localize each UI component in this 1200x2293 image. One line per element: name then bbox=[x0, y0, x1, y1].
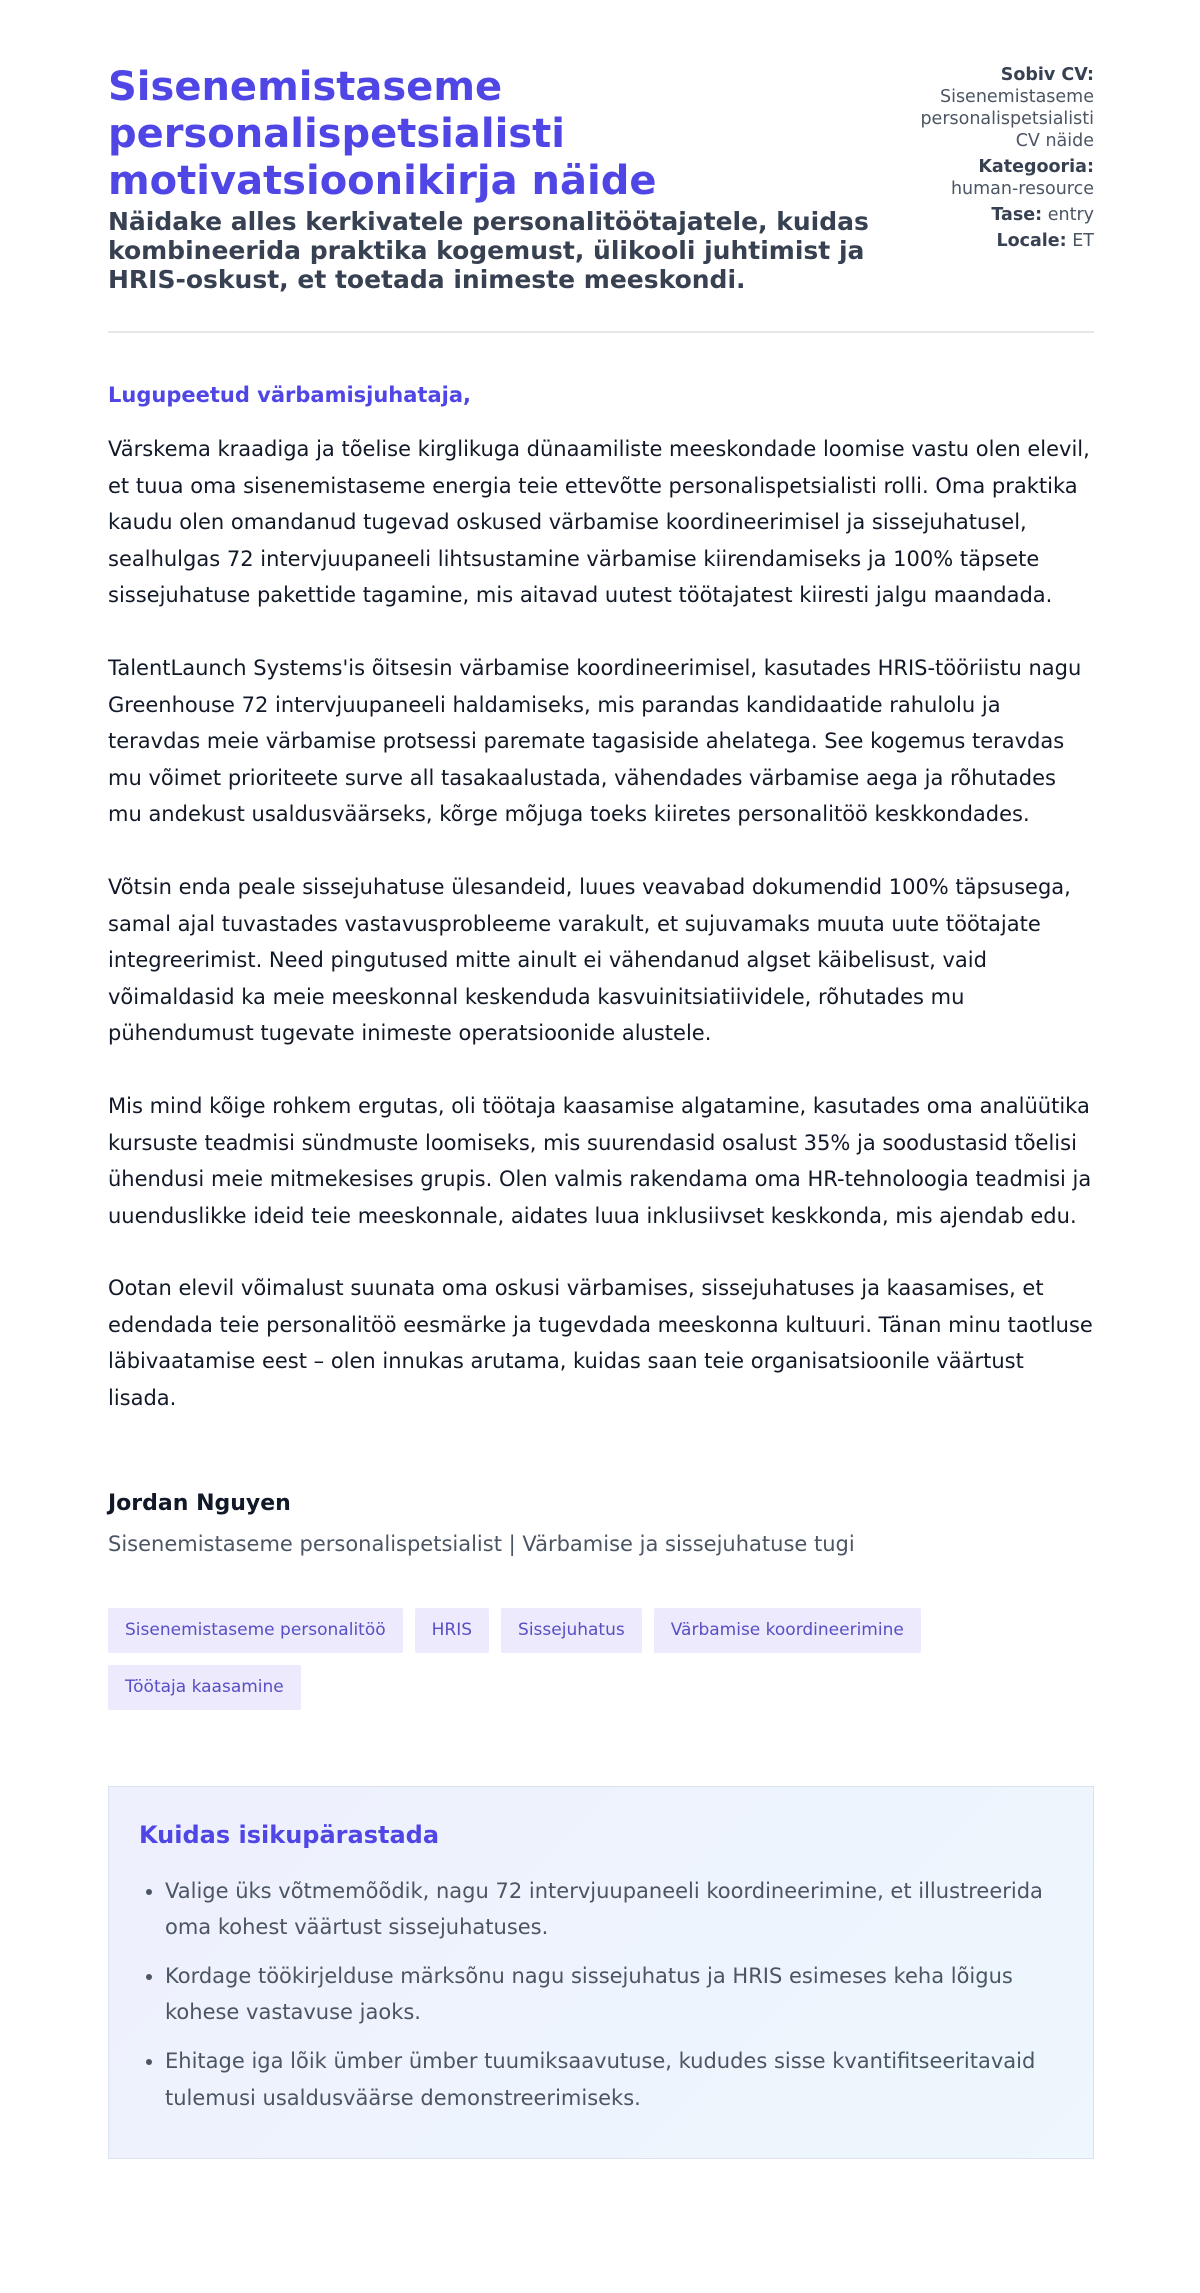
tips-title: Kuidas isikupärastada bbox=[139, 1820, 440, 1849]
tip-item: • Kordage töökirjelduse märksõnu nagu sissejuhatus ja HRIS esimeses keha lõigus kohese vastavuse jaoks. bbox=[165, 1958, 1063, 2031]
meta-locale-label: Locale: bbox=[996, 231, 1067, 251]
tag: HRIS bbox=[415, 1608, 489, 1653]
letter-paragraph: Mis mind kõige rohkem ergutas, oli töötaja kaasamise algatamine, kasutades oma analüütika kursuste teadmisi sündmuste loomiseks, mis suurendasid osalust 35% ja soodustasid tõelisi ühendusi meie mitmekesises grupis. Olen valmis rakendama oma HR-tehnoloogia teadmisi ja uuenduslikke ideid teie meeskonnale, aidates luua inklusiivset keskkonda, mis ajendab edu. bbox=[108, 1093, 1092, 1228]
tag: Sissejuhatus bbox=[501, 1608, 642, 1653]
tag: Töötaja kaasamine bbox=[108, 1665, 301, 1710]
meta-category-label: Kategooria: bbox=[978, 157, 1094, 177]
tip-item: • Ehitage iga lõik ümber ümber tuumiksaavutuse, kududes sisse kvantifitseeritavaid tulemusi usaldusväärse demonstreerimiseks. bbox=[165, 2043, 1063, 2116]
header-divider bbox=[108, 331, 1094, 333]
letter-body bbox=[108, 431, 1094, 1417]
page-subtitle: Näidake alles kerkivatele personalitöötajatele, kuidas kombineerida praktika kogemust, ülikooli juhtimist ja HRIS-oskust, et toetada inimeste meeskondi. bbox=[108, 207, 869, 294]
page-header bbox=[108, 64, 1094, 294]
tag-list bbox=[108, 1608, 1008, 1710]
meta-category-value: human-resource bbox=[950, 179, 1094, 199]
tag: Sisenemistaseme personalitöö bbox=[108, 1608, 403, 1653]
letter-greeting: Lugupeetud värbamisjuhataja, bbox=[108, 383, 471, 407]
tips-list bbox=[139, 1873, 1063, 2117]
signature-role: Sisenemistaseme personalispetsialist | Värbamise ja sissejuhatuse tugi bbox=[108, 1531, 855, 1556]
signature bbox=[108, 1491, 1094, 1556]
meta-cv-label: Sobiv CV: bbox=[1000, 65, 1094, 85]
page-title: Sisenemistaseme personalispetsialisti motivatsioonikirja näide bbox=[108, 64, 657, 204]
letter-paragraph: Ootan elevil võimalust suunata oma oskusi värbamises, sissejuhatuses ja kaasamises, et edendada teie personalitöö eesmärke ja tugevdada meeskonna kultuuri. Tänan minu taotluse läbivaatamise eest – olen innukas arutama, kuidas saan teie organisatsioonile väärtust lisada. bbox=[108, 1276, 1093, 1411]
meta-level-value: entry bbox=[1047, 205, 1094, 225]
letter-paragraph: Värskema kraadiga ja tõelise kirglikuga dünaamiliste meeskondade loomise vastu olen elevil, et tuua oma sisenemistaseme energia teie ettevõtte personalispetsialisti rolli. Oma praktika kaudu olen omandanud tugevad oskused värbamise koordineerimisel ja sissejuhatusel, sealhulgas 72 intervjuupaneeli lihtsustamine värbamise kiirendamiseks ja 100% täpsete sissejuhatuse pakettide tagamine, mis aitavad uutest töötajatest kiiresti jalgu maandada. bbox=[108, 437, 1090, 608]
meta-panel bbox=[895, 64, 1094, 256]
tip-item: • Valige üks võtmemõõdik, nagu 72 intervjuupaneeli koordineerimine, et illustreerida oma kohest väärtust sissejuhatuses. bbox=[165, 1873, 1063, 1946]
personalize-tips-box bbox=[108, 1786, 1094, 2160]
meta-cv-link[interactable]: Sisenemistaseme personalispetsialisti CV näide bbox=[920, 87, 1094, 151]
letter-paragraph: TalentLaunch Systems'is õitsesin värbamise koordineerimisel, kasutades HRIS-tööriistu nagu Greenhouse 72 intervjuupaneeli haldamiseks, mis parandas kandidaatide rahulolu ja teravdas meie värbamise protsessi paremate tagasiside ahelatega. See kogemus teravdas mu võimet prioriteete surve all tasakaalustada, vähendades värbamise aega ja rõhutades mu andekust usaldusväärseks, kõrge mõjuga toeks kiiretes personalitöö keskkondades. bbox=[108, 655, 1082, 827]
meta-locale-value: ET bbox=[1072, 231, 1094, 251]
signature-name: Jordan Nguyen bbox=[108, 1490, 291, 1516]
tag: Värbamise koordineerimine bbox=[654, 1608, 921, 1653]
meta-level-label: Tase: bbox=[991, 205, 1043, 225]
letter-paragraph: Võtsin enda peale sissejuhatuse ülesandeid, luues veavabad dokumendid 100% täpsusega, samal ajal tuvastades vastavusprobleeme varakult, et sujuvamaks muuta uute töötajate integreerimist. Need pingutused mitte ainult ei vähendanud algset käibelisust, vaid võimaldasid ka meie meeskonnal keskenduda kasvuinitsiatiividele, rõhutades mu pühendumust tugevate inimeste operatsioonide alustele. bbox=[108, 874, 1071, 1046]
